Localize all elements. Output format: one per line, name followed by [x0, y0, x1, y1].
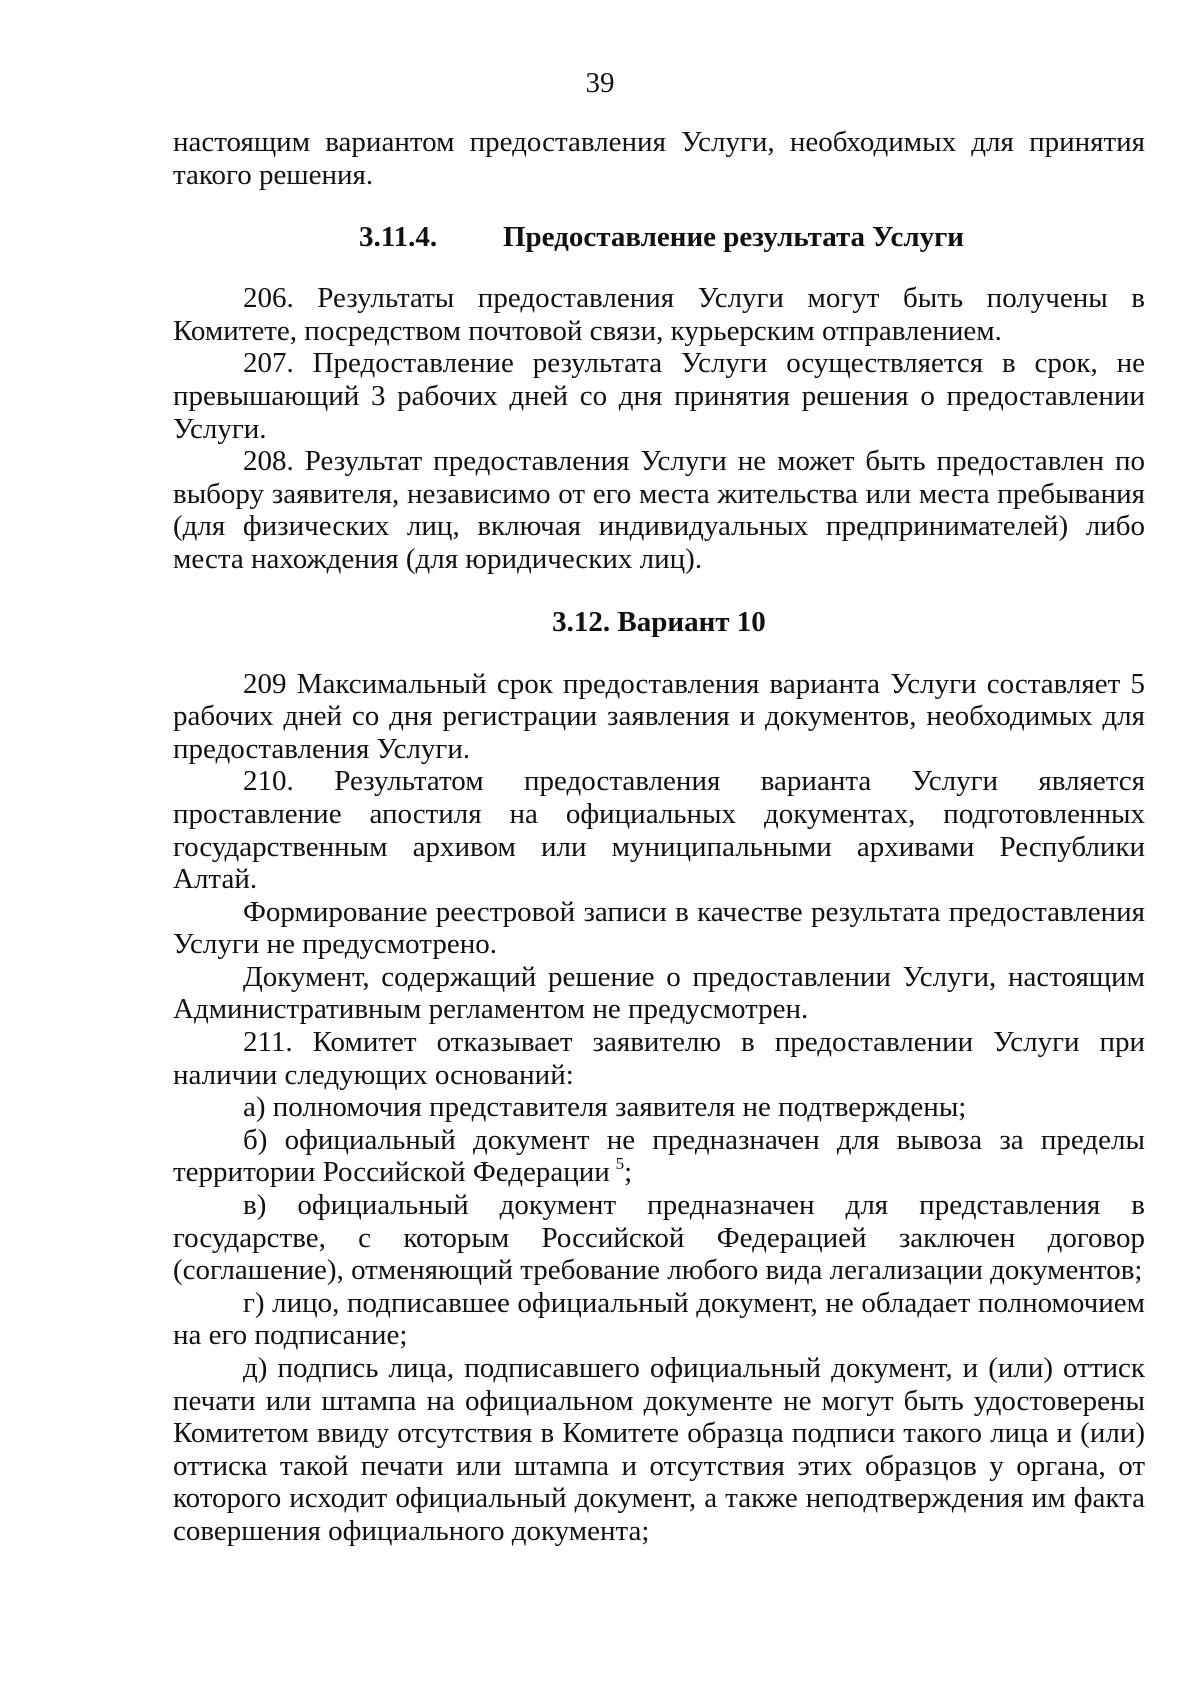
paragraph-208: 208. Результат предоставления Услуги не может быть предоставлен по выбору заявителя, независимо от его места жительства или места пребывания (для физических лиц, включая индивидуальных предпринимателей) либо места нахождения (для юридических лиц). — [173, 445, 1145, 575]
list-item-b-text: б) официальный документ не предназначен для вывоза за пределы территории Российской Федерации — [173, 1123, 1145, 1189]
list-item-a: а) полномочия представителя заявителя не подтверждены; — [243, 1091, 967, 1124]
paragraph-210: 210. Результатом предоставления варианта Услуги является проставление апостиля на официальных документах, подготовленных государственным архивом или муниципальными архивами Республики Алтай. — [173, 765, 1145, 896]
document-body — [173, 126, 1145, 1548]
paragraph-206: 206. Результаты предоставления Услуги могут быть получены в Комитете, посредством почтовой связи, курьерским отправлением. — [173, 282, 1145, 347]
section-heading-3-12: 3.12. Вариант 10 — [552, 605, 766, 638]
intro-paragraph: настоящим вариантом предоставления Услуги, необходимых для принятия такого решения. — [173, 126, 1145, 191]
footnote-marker[interactable]: 5 — [615, 1154, 625, 1174]
section-heading-3-11-4 — [173, 219, 1145, 255]
paragraph-207: 207. Предоставление результата Услуги осуществляется в срок, не превышающий 3 рабочих дней со дня принятия решения о предоставлении Услуги. — [173, 347, 1145, 445]
section-number: 3.11.4. — [359, 221, 438, 254]
paragraph-registry: Формирование реестровой записи в качестве результата предоставления Услуги не предусмотрено. — [173, 895, 1145, 961]
page-number: 39 — [585, 67, 615, 99]
list-item-g: г) лицо, подписавшее официальный документ, не обладает полномочием на его подписание; — [173, 1286, 1145, 1352]
paragraph-document: Документ, содержащий решение о предоставлении Услуги, настоящим Административным регламентом не предусмотрен. — [173, 960, 1145, 1026]
list-item-v: в) официальный документ предназначен для представления в государстве, с которым Российской Федерацией заключен договор (соглашение), отменяющий требование любого вида легализации документов; — [173, 1189, 1145, 1287]
paragraph-211: 211. Комитет отказывает заявителю в предоставлении Услуги при наличии следующих оснований: — [173, 1026, 1145, 1091]
list-item-b-end: ; — [624, 1156, 633, 1189]
list-item-d: д) подпись лица, подписавшего официальный документ, и (или) оттиск печати или штампа на официальном документе не могут быть удостоверены Комитетом ввиду отсутствия в Комитете образца подписи такого лица и (или) оттиска такой печати или штампа и отсутствия этих образцов у органа, от которого исходит официальный документ, а также неподтверждения им факта совершения официального документа; — [173, 1352, 1145, 1547]
section-title: Предоставление результата Услуги — [503, 221, 964, 254]
paragraph-209: 209 Максимальный срок предоставления варианта Услуги составляет 5 рабочих дней со дня регистрации заявления и документов, необходимых для предоставления Услуги. — [173, 667, 1145, 765]
list-item-b — [173, 1124, 1145, 1189]
